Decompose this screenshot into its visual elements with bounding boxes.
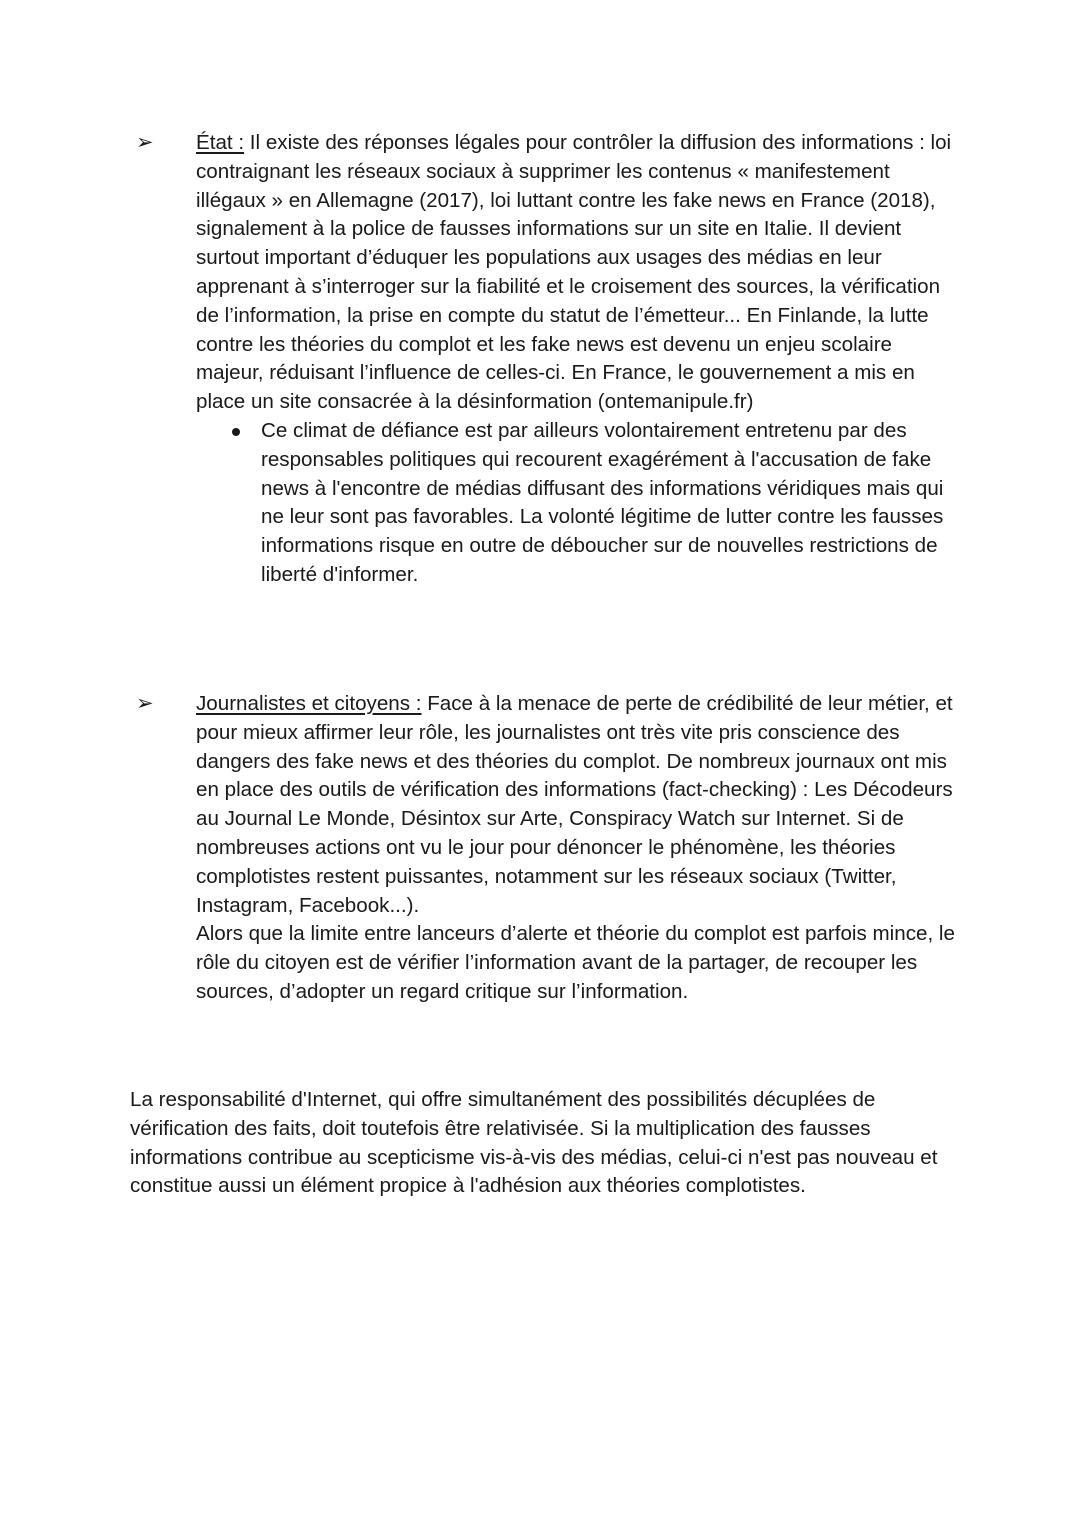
sub-bullet-defiance xyxy=(196,417,960,590)
arrow-bullet-icon: ➢ xyxy=(136,692,154,715)
section-conclusion xyxy=(130,1086,960,1201)
paragraph-etat xyxy=(196,129,960,417)
bullet-etat xyxy=(130,129,960,590)
heading-etat: État : xyxy=(196,131,245,154)
bullet-journalistes xyxy=(130,690,960,1007)
text-defiance: Ce climat de défiance est par ailleurs volontairement entretenu par des responsables politiques qui recourent exagérément à l'accusation de fake news à l'encontre de médias diffusant des informations véridiques mais qui ne leur sont pas favorables. La volonté légitime de lutter contre les fausses informations risque en outre de déboucher sur de nouvelles restrictions de liberté d'informer. xyxy=(261,418,944,586)
heading-journalistes: Journalistes et citoyens : xyxy=(196,692,422,715)
section-etat xyxy=(130,129,960,590)
text-journalistes: Face à la menace de perte de crédibilité de leur métier, et pour mieux affirmer leur rôle, les journalistes ont très vite pris conscience des dangers des fake news et des théories du complot. De nombreux journaux ont mis en place des outils de vérification des informations (fact-checking) : Les Décodeurs au Journal Le Monde, Désintox sur Arte, Conspiracy Watch sur Internet. Si de nombreuses actions ont vu le jour pour dénoncer le phénomène, les théories complotistes restent puissantes, notamment sur les réseaux sociaux (Twitter, Instagram, Facebook...). xyxy=(196,692,953,917)
section-journalistes xyxy=(130,690,960,1007)
round-bullet-icon xyxy=(232,428,240,436)
paragraph-journalistes xyxy=(196,690,960,920)
arrow-bullet-icon: ➢ xyxy=(136,131,154,154)
text-etat: Il existe des réponses légales pour contrôler la diffusion des informations : loi contraignant les réseaux sociaux à supprimer les contenus « manifestement illégaux » en Allemagne (2017), loi luttant contre les fake news en France (2018), signalement à la police de fausses informations sur un site en Italie. Il devient surtout important d’éduquer les populations aux usages des médias en leur apprenant à s’interroger sur la fiabilité et le croisement des sources, la vérification de l’information, la prise en compte du statut de l’émetteur... En Finlande, la lutte contre les théories du complot et les fake news est devenu un enjeu scolaire majeur, réduisant l’influence de celles-ci. En France, le gouvernement a mis en place un site consacrée à la désinformation (ontemanipule.fr) xyxy=(196,131,952,414)
paragraph-citoyens: Alors que la limite entre lanceurs d’alerte et théorie du complot est parfois mince, le rôle du citoyen est de vérifier l’information avant de la partager, de recouper les sources, d’adopter un regard critique sur l’information. xyxy=(196,922,955,1003)
paragraph-conclusion: La responsabilité d'Internet, qui offre simultanément des possibilités décuplées de vérification des faits, doit toutefois être relativisée. Si la multiplication des fausses informations contribue au scepticisme vis-à-vis des médias, celui-ci n'est pas nouveau et constitue aussi un élément propice à l'adhésion aux théories complotistes. xyxy=(130,1088,938,1198)
